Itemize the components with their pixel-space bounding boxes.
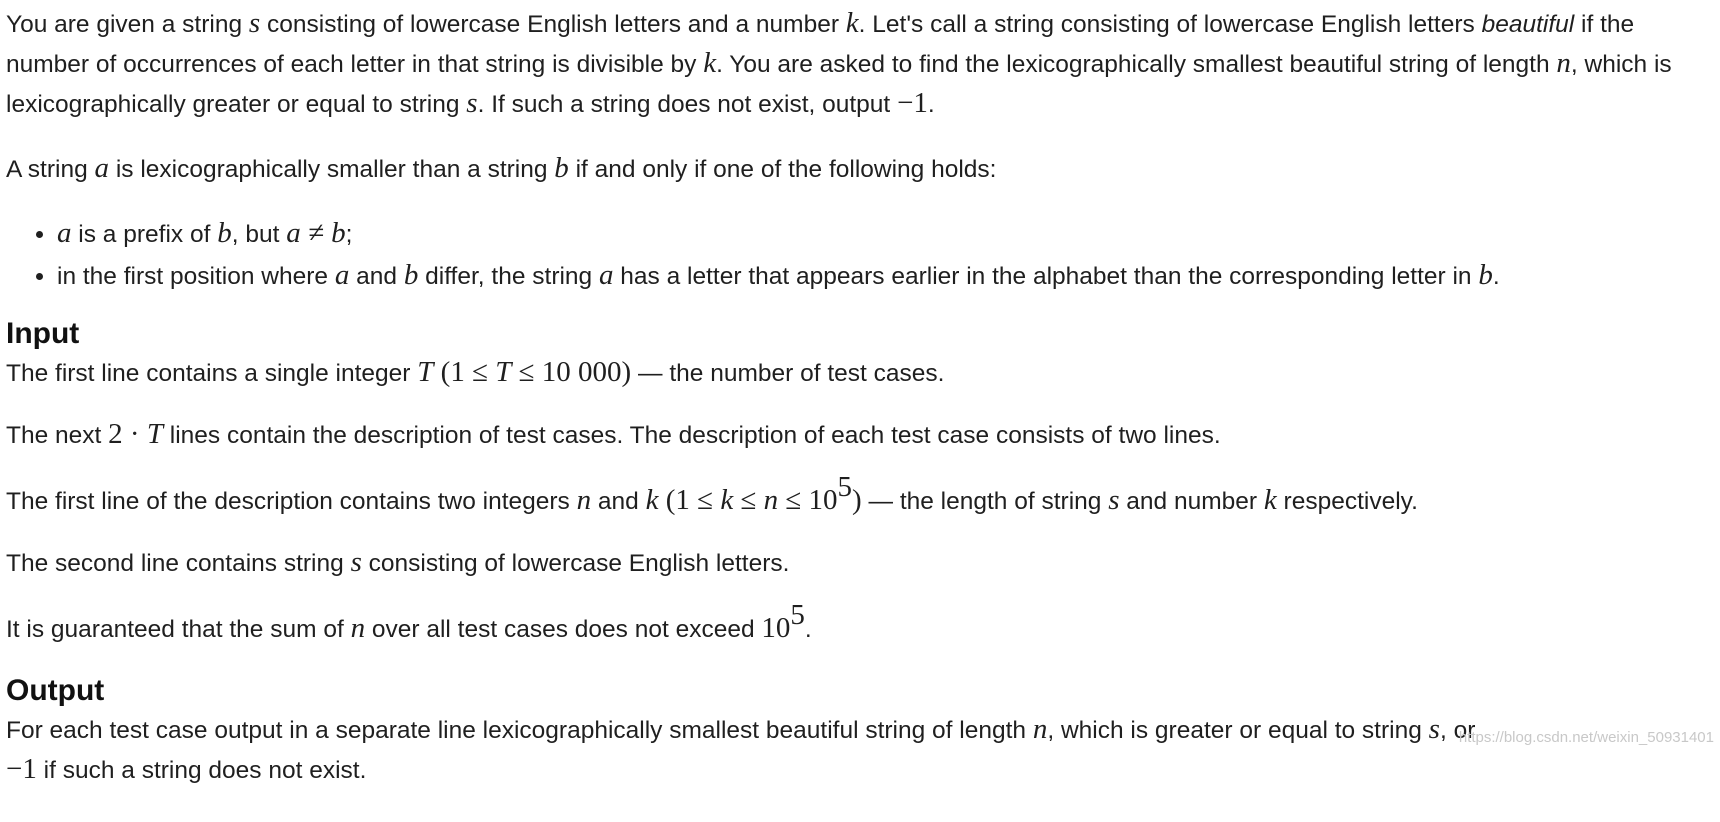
text: A string [6, 156, 95, 183]
text: lines contain the description of test cases. The description of each test case consists of two lines. [162, 422, 1221, 449]
math-s: s [1428, 713, 1440, 745]
math-n: n [1556, 47, 1571, 79]
math-minus-one: −1 [6, 753, 37, 785]
math-constraint: (1 ≤ [433, 356, 496, 388]
input-paragraph [6, 353, 1718, 393]
math-k: k [845, 7, 859, 39]
math-b: b [1478, 259, 1493, 291]
input-paragraph [6, 471, 1718, 521]
math-base: 10 [761, 612, 791, 644]
math-constraint: ≤ 10 [778, 484, 838, 516]
math-s: s [248, 7, 261, 39]
math-b: b [554, 152, 569, 184]
math-n: n [350, 612, 366, 644]
math-a: a [94, 152, 110, 184]
math-b: b [217, 217, 232, 249]
text: and [591, 488, 646, 515]
math-s: s [1108, 484, 1120, 516]
math-constraint: ) [852, 484, 862, 516]
text: , which is greater or equal to string [1047, 717, 1429, 744]
list-item [57, 255, 1718, 297]
text: — the number of test cases. [631, 360, 945, 387]
math-n: n [576, 484, 592, 516]
text: , but [231, 221, 287, 248]
text: — the length of string [861, 488, 1109, 515]
list-item [57, 213, 1718, 255]
math-k: k [720, 484, 734, 516]
math-constraint: ≤ 10 000) [511, 356, 632, 388]
definition-list [6, 213, 1718, 297]
math-a: a [57, 217, 72, 249]
input-paragraph [6, 543, 1718, 583]
math-exponent: 5 [837, 471, 853, 503]
text: . You are asked to find the lexicographically smallest beautiful string of length [716, 51, 1557, 78]
math-n: n [763, 484, 779, 516]
text: , which is lexicographically greater or equal to string [6, 51, 1672, 118]
text: The next [6, 422, 109, 449]
math-k: k [703, 47, 717, 79]
text: and [349, 263, 404, 290]
input-paragraph [6, 599, 1718, 649]
math-a: a [334, 259, 350, 291]
input-paragraph [6, 415, 1718, 455]
math-constraint: (1 ≤ [658, 484, 721, 516]
math-exponent: 5 [790, 599, 805, 631]
math-two-times: 2 · [108, 418, 147, 450]
text: if and only if one of the following holds: [568, 156, 997, 183]
definition-paragraph [6, 149, 1718, 189]
text: consisting of lowercase English letters and a number [260, 11, 846, 38]
watermark: https://blog.csdn.net/weixin_50931401 [1458, 729, 1714, 746]
text: The first line of the description contains two integers [6, 488, 577, 515]
text: respectively. [1276, 488, 1418, 515]
math-T: T [495, 356, 512, 388]
output-paragraph [6, 710, 1718, 790]
text: if such a string does not exist. [36, 757, 367, 784]
output-heading: Output [6, 674, 105, 707]
text: and number [1119, 488, 1264, 515]
math-minus-one: −1 [897, 87, 928, 119]
text: ; [345, 221, 353, 248]
emphasis-beautiful: beautiful [1481, 11, 1575, 38]
text: over all test cases does not exceed [365, 616, 762, 643]
math-n: n [1032, 713, 1048, 745]
text: For each test case output in a separate line lexicographically smallest beautiful string of length [6, 717, 1033, 744]
text: in the first position where [57, 263, 335, 290]
text: . Let's call a string consisting of lowercase English letters [858, 11, 1482, 38]
text: It is guaranteed that the sum of [6, 616, 351, 643]
math-a: a [599, 259, 614, 291]
math-a-not-equal-b: a ≠ b [286, 217, 346, 249]
text: The second line contains string [6, 550, 351, 577]
math-k: k [645, 484, 659, 516]
text: , or [1439, 717, 1476, 744]
math-b: b [403, 259, 419, 291]
text: has a letter that appears earlier in the alphabet than the corresponding letter in [613, 263, 1479, 290]
text: You are given a string [6, 11, 249, 38]
problem-statement [6, 0, 1718, 790]
math-s: s [466, 87, 478, 119]
math-k: k [1263, 484, 1277, 516]
text: is lexicographically smaller than a string [109, 156, 555, 183]
text: The first line contains a single integer [6, 360, 418, 387]
math-s: s [350, 546, 362, 578]
math-T: T [146, 418, 163, 450]
text: differ, the string [418, 263, 599, 290]
input-heading: Input [6, 317, 80, 350]
text: . [1492, 263, 1500, 290]
text: . If such a string does not exist, output [477, 91, 898, 118]
text: if the number of occurrences of each letter in that string is divisible by [6, 11, 1635, 78]
text: . [804, 616, 812, 643]
text: consisting of lowercase English letters. [361, 550, 790, 577]
math-constraint: ≤ [733, 484, 764, 516]
statement-paragraph [6, 4, 1718, 124]
text: is a prefix of [71, 221, 218, 248]
text: . [927, 91, 935, 118]
math-T: T [417, 356, 434, 388]
